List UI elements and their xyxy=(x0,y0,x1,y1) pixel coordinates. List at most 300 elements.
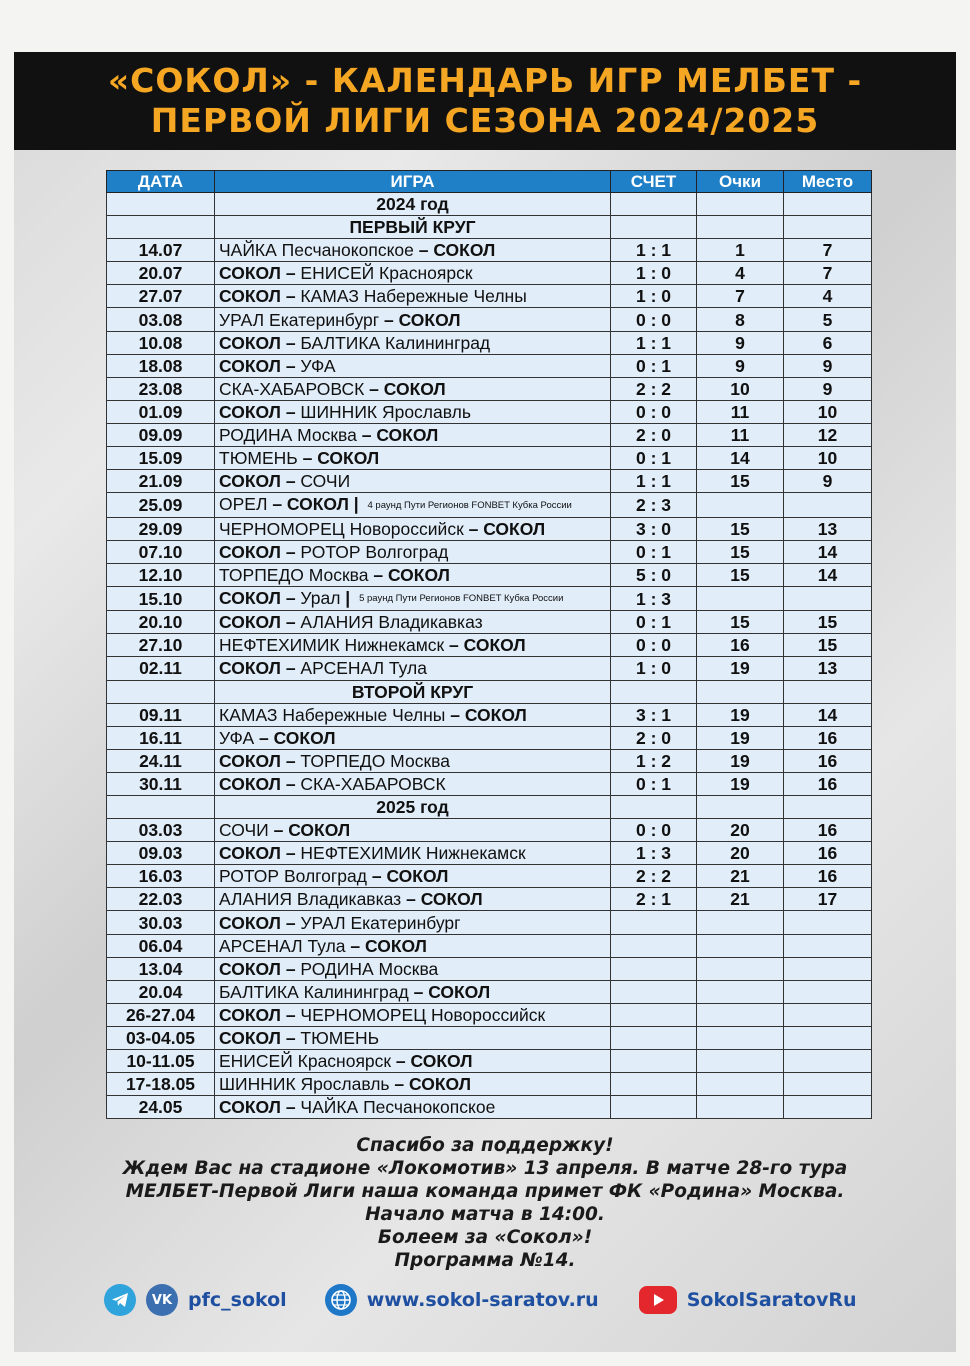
game-cell: СОКОЛ – Урал | 5 раунд Пути Регионов FONBET Кубка России xyxy=(215,586,611,610)
date-cell: 09.09 xyxy=(107,423,215,446)
away-team: СОКОЛ xyxy=(288,820,351,841)
section-row xyxy=(107,216,872,239)
game-cell xyxy=(215,1073,611,1096)
match-separator: – xyxy=(280,658,301,679)
place-cell: 9 xyxy=(784,470,872,493)
points-cell: 19 xyxy=(697,726,784,749)
points-cell: 20 xyxy=(697,819,784,842)
home-team: УФА xyxy=(219,727,255,748)
home-team: СОКОЛ xyxy=(219,658,281,679)
place-cell: 10 xyxy=(784,447,872,470)
table-row xyxy=(107,423,872,446)
score-cell: 1 : 1 xyxy=(611,239,697,262)
home-team: СОКОЛ xyxy=(219,843,281,864)
game-cell xyxy=(215,703,611,726)
table-row xyxy=(107,517,872,540)
score-cell: 0 : 0 xyxy=(611,819,697,842)
points-cell: 4 xyxy=(697,262,784,285)
points-cell xyxy=(697,957,784,980)
date-cell: 02.11 xyxy=(107,657,215,680)
away-team: СОКОЛ xyxy=(383,378,446,399)
date-cell: 14.07 xyxy=(107,239,215,262)
score-cell: 0 : 1 xyxy=(611,447,697,470)
date-cell: 07.10 xyxy=(107,540,215,563)
place-cell: 16 xyxy=(784,772,872,795)
date-cell: 20.10 xyxy=(107,611,215,634)
score-cell: 3 : 0 xyxy=(611,517,697,540)
table-row xyxy=(107,749,872,772)
score-cell xyxy=(611,911,697,934)
column-header-score: СЧЕТ xyxy=(611,171,697,193)
place-cell xyxy=(784,911,872,934)
table-row xyxy=(107,470,872,493)
away-team: РОТОР Волгоград xyxy=(300,541,449,562)
points-cell: 8 xyxy=(697,308,784,331)
table-row xyxy=(107,934,872,957)
home-team: РОДИНА Москва xyxy=(219,424,357,445)
away-team: ТЮМЕНЬ xyxy=(300,1027,380,1048)
date-cell: 18.08 xyxy=(107,354,215,377)
away-team: КАМАЗ Набережные Челны xyxy=(300,286,527,307)
footer-message xyxy=(14,1134,956,1272)
date-cell: 24.11 xyxy=(107,749,215,772)
footer-line: Ждем Вас на стадионе «Локомотив» 13 апреля. В матче 28-го тура xyxy=(122,1158,848,1179)
home-team: БАЛТИКА Калининград xyxy=(219,981,409,1002)
game-cell xyxy=(215,540,611,563)
match-separator: – xyxy=(401,889,421,910)
home-team: СОКОЛ xyxy=(219,286,281,307)
match-separator: – xyxy=(280,587,301,608)
home-team: КАМАЗ Набережные Челны xyxy=(219,704,446,725)
date-cell: 01.09 xyxy=(107,400,215,423)
place-cell xyxy=(784,1096,872,1119)
score-cell: 0 : 1 xyxy=(611,772,697,795)
game-cell xyxy=(215,308,611,331)
table-row xyxy=(107,493,872,517)
home-team: РОТОР Волгоград xyxy=(219,866,367,887)
youtube-icon[interactable] xyxy=(639,1286,677,1314)
away-team: СОКОЛ xyxy=(286,494,349,515)
place-cell: 12 xyxy=(784,423,872,446)
game-cell xyxy=(215,470,611,493)
place-cell: 15 xyxy=(784,611,872,634)
column-header-game: ИГРА xyxy=(215,171,611,193)
score-cell xyxy=(611,1026,697,1049)
points-cell: 10 xyxy=(697,377,784,400)
section-row xyxy=(107,796,872,819)
home-team: СКА-ХАБАРОВСК xyxy=(219,378,365,399)
section-row xyxy=(107,680,872,703)
date-cell: 13.04 xyxy=(107,957,215,980)
table-row xyxy=(107,888,872,911)
table-row xyxy=(107,285,872,308)
date-cell: 23.08 xyxy=(107,377,215,400)
date-cell: 16.11 xyxy=(107,726,215,749)
away-team: ЕНИСЕЙ Красноярск xyxy=(300,263,473,284)
match-separator: – xyxy=(391,1051,411,1072)
score-cell xyxy=(611,934,697,957)
score-cell xyxy=(611,216,697,239)
match-separator: – xyxy=(280,750,301,771)
table-row xyxy=(107,1026,872,1049)
date-cell: 15.10 xyxy=(107,586,215,610)
place-cell: 14 xyxy=(784,563,872,586)
date-cell: 17-18.05 xyxy=(107,1073,215,1096)
place-cell xyxy=(784,1073,872,1096)
match-separator: – xyxy=(368,564,388,585)
score-cell: 2 : 1 xyxy=(611,888,697,911)
date-cell: 12.10 xyxy=(107,563,215,586)
away-team: Урал xyxy=(300,587,341,608)
away-team: ШИННИК Ярославль xyxy=(300,401,471,422)
away-team: СОКОЛ xyxy=(365,935,427,956)
section-label: ПЕРВЫЙ КРУГ xyxy=(215,216,611,239)
date-cell: 03.03 xyxy=(107,819,215,842)
score-cell: 1 : 3 xyxy=(611,586,697,610)
points-cell: 19 xyxy=(697,703,784,726)
game-cell xyxy=(215,634,611,657)
match-separator: – xyxy=(280,1097,301,1118)
section-label: 2025 год xyxy=(215,796,611,819)
date-cell: 15.09 xyxy=(107,447,215,470)
home-team: ЧЕРНОМОРЕЦ Новороссийск xyxy=(219,518,464,539)
place-cell: 17 xyxy=(784,888,872,911)
date-cell: 25.09 xyxy=(107,493,215,517)
footer-line: Болеем за «Сокол»! xyxy=(377,1227,593,1248)
date-cell xyxy=(107,680,215,703)
match-separator: – xyxy=(356,424,377,445)
date-cell: 27.10 xyxy=(107,634,215,657)
program-page xyxy=(14,52,956,1352)
points-cell: 15 xyxy=(697,611,784,634)
home-team: СОКОЛ xyxy=(219,541,281,562)
home-team: СОКОЛ xyxy=(219,332,281,353)
place-cell xyxy=(784,934,872,957)
home-team: ТОРПЕДО Москва xyxy=(219,564,369,585)
points-cell: 1 xyxy=(697,239,784,262)
points-cell: 15 xyxy=(697,563,784,586)
match-separator: – xyxy=(364,378,384,399)
points-cell xyxy=(697,1050,784,1073)
title-banner xyxy=(14,52,956,150)
away-team: ЧЕРНОМОРЕЦ Новороссийск xyxy=(300,1004,546,1025)
score-cell: 3 : 1 xyxy=(611,703,697,726)
table-row xyxy=(107,262,872,285)
away-team: СОКОЛ xyxy=(428,981,491,1002)
game-cell xyxy=(215,377,611,400)
score-cell: 5 : 0 xyxy=(611,563,697,586)
away-team: СОКОЛ xyxy=(464,704,527,725)
away-team: ТОРПЕДО Москва xyxy=(300,750,450,771)
table-row xyxy=(107,563,872,586)
date-cell: 21.09 xyxy=(107,470,215,493)
home-team: АЛАНИЯ Владикавказ xyxy=(219,889,402,910)
points-cell xyxy=(697,680,784,703)
score-cell: 2 : 3 xyxy=(611,493,697,517)
score-cell: 0 : 1 xyxy=(611,354,697,377)
away-team: СОКОЛ xyxy=(386,866,449,887)
date-cell: 09.11 xyxy=(107,703,215,726)
away-team: СКА-ХАБАРОВСК xyxy=(300,773,446,794)
score-cell: 2 : 0 xyxy=(611,726,697,749)
match-separator: – xyxy=(280,612,301,633)
place-cell xyxy=(784,957,872,980)
points-cell xyxy=(697,216,784,239)
table-row xyxy=(107,842,872,865)
globe-icon[interactable] xyxy=(325,1284,357,1316)
home-team: СОКОЛ xyxy=(219,401,281,422)
date-cell xyxy=(107,216,215,239)
score-cell xyxy=(611,1050,697,1073)
away-team: НЕФТЕХИМИК Нижнекамск xyxy=(300,843,526,864)
score-cell xyxy=(611,193,697,216)
home-team: СОКОЛ xyxy=(219,773,281,794)
game-cell xyxy=(215,911,611,934)
place-cell: 9 xyxy=(784,354,872,377)
match-separator: – xyxy=(345,935,365,956)
points-cell: 19 xyxy=(697,749,784,772)
score-cell xyxy=(611,680,697,703)
home-team: СОКОЛ xyxy=(219,612,281,633)
score-cell: 0 : 0 xyxy=(611,308,697,331)
game-cell xyxy=(215,239,611,262)
game-cell xyxy=(215,1026,611,1049)
date-cell xyxy=(107,193,215,216)
match-separator: – xyxy=(280,332,301,353)
away-team: СОКОЛ xyxy=(420,889,483,910)
points-cell xyxy=(697,1096,784,1119)
table-row xyxy=(107,865,872,888)
table-header-row xyxy=(107,171,872,193)
points-cell: 7 xyxy=(697,285,784,308)
game-cell xyxy=(215,772,611,795)
footer-line: МЕЛБЕТ-Первой Лиги наша команда примет ФК «Родина» Москва. xyxy=(125,1181,845,1202)
column-header-place: Место xyxy=(784,171,872,193)
points-cell: 16 xyxy=(697,634,784,657)
section-label: ВТОРОЙ КРУГ xyxy=(215,680,611,703)
title-line-2: ПЕРВОЙ ЛИГИ СЕЗОНА 2024/2025 xyxy=(150,101,820,140)
game-cell xyxy=(215,423,611,446)
table-row xyxy=(107,447,872,470)
place-cell xyxy=(784,1003,872,1026)
match-separator: – xyxy=(254,727,274,748)
away-team: СОКОЛ xyxy=(376,424,439,445)
schedule-body xyxy=(107,193,872,1119)
section-label: 2024 год xyxy=(215,193,611,216)
table-row xyxy=(107,540,872,563)
table-row xyxy=(107,957,872,980)
match-separator: – xyxy=(280,912,301,933)
table-row xyxy=(107,354,872,377)
match-separator: – xyxy=(268,820,289,841)
place-cell xyxy=(784,193,872,216)
match-separator: – xyxy=(445,704,465,725)
score-cell: 1 : 0 xyxy=(611,657,697,680)
table-row xyxy=(107,819,872,842)
game-cell xyxy=(215,447,611,470)
home-team: УРАЛ Екатеринбург xyxy=(219,309,380,330)
match-separator: – xyxy=(280,958,301,979)
match-separator: – xyxy=(280,401,301,422)
score-cell xyxy=(611,1003,697,1026)
game-cell xyxy=(215,563,611,586)
youtube-link[interactable]: SokolSaratovRu xyxy=(686,1289,857,1311)
place-cell xyxy=(784,216,872,239)
score-cell: 1 : 0 xyxy=(611,285,697,308)
away-team: СОКОЛ xyxy=(317,448,380,469)
game-cell xyxy=(215,262,611,285)
place-cell: 14 xyxy=(784,540,872,563)
place-cell xyxy=(784,980,872,1003)
place-cell: 7 xyxy=(784,262,872,285)
away-team: БАЛТИКА Калининград xyxy=(300,332,491,353)
score-cell: 0 : 1 xyxy=(611,540,697,563)
home-team: ЕНИСЕЙ Красноярск xyxy=(219,1051,392,1072)
away-team: СОКОЛ xyxy=(463,635,526,656)
away-team: РОДИНА Москва xyxy=(300,958,439,979)
score-cell xyxy=(611,1096,697,1119)
points-cell xyxy=(697,193,784,216)
table-row xyxy=(107,980,872,1003)
points-cell: 21 xyxy=(697,888,784,911)
points-cell: 14 xyxy=(697,447,784,470)
game-cell xyxy=(215,611,611,634)
place-cell: 10 xyxy=(784,400,872,423)
date-cell: 06.04 xyxy=(107,934,215,957)
place-cell xyxy=(784,1050,872,1073)
date-cell: 30.03 xyxy=(107,911,215,934)
match-separator: – xyxy=(408,981,429,1002)
points-cell xyxy=(697,1073,784,1096)
points-cell: 19 xyxy=(697,657,784,680)
points-cell xyxy=(697,934,784,957)
match-separator: – xyxy=(280,286,301,307)
score-cell: 1 : 1 xyxy=(611,331,697,354)
table-row xyxy=(107,911,872,934)
score-cell: 0 : 0 xyxy=(611,400,697,423)
match-separator: – xyxy=(280,1027,301,1048)
points-cell: 15 xyxy=(697,470,784,493)
table-row xyxy=(107,400,872,423)
game-cell xyxy=(215,1050,611,1073)
score-cell: 2 : 2 xyxy=(611,377,697,400)
score-cell xyxy=(611,796,697,819)
away-team: АЛАНИЯ Владикавказ xyxy=(300,612,483,633)
date-cell: 22.03 xyxy=(107,888,215,911)
points-cell: 9 xyxy=(697,331,784,354)
place-cell: 9 xyxy=(784,377,872,400)
date-cell: 24.05 xyxy=(107,1096,215,1119)
section-row xyxy=(107,193,872,216)
place-cell: 6 xyxy=(784,331,872,354)
game-cell xyxy=(215,749,611,772)
points-cell xyxy=(697,980,784,1003)
points-cell: 11 xyxy=(697,400,784,423)
place-cell: 7 xyxy=(784,239,872,262)
match-separator: – xyxy=(297,448,318,469)
away-team: СОКОЛ xyxy=(409,1074,471,1095)
date-cell: 03-04.05 xyxy=(107,1026,215,1049)
date-cell: 29.09 xyxy=(107,517,215,540)
points-cell: 15 xyxy=(697,540,784,563)
schedule-table xyxy=(106,170,872,1119)
away-team: СОЧИ xyxy=(300,471,351,492)
date-cell: 16.03 xyxy=(107,865,215,888)
match-separator: – xyxy=(389,1074,410,1095)
place-cell xyxy=(784,586,872,610)
vk-icon[interactable]: VK xyxy=(146,1284,178,1316)
table-row xyxy=(107,1003,872,1026)
place-cell: 16 xyxy=(784,819,872,842)
home-team: СОКОЛ xyxy=(219,355,281,376)
date-cell: 30.11 xyxy=(107,772,215,795)
score-cell: 1 : 0 xyxy=(611,262,697,285)
game-cell xyxy=(215,517,611,540)
away-team: УРАЛ Екатеринбург xyxy=(300,912,461,933)
points-cell: 19 xyxy=(697,772,784,795)
match-separator: – xyxy=(280,541,301,562)
table-row xyxy=(107,1073,872,1096)
telegram-icon[interactable] xyxy=(104,1284,136,1316)
home-team: СОКОЛ xyxy=(219,1004,281,1025)
home-team: СОКОЛ xyxy=(219,750,281,771)
table-row xyxy=(107,634,872,657)
date-cell: 03.08 xyxy=(107,308,215,331)
away-team: ЧАЙКА Песчанокопское xyxy=(300,1097,496,1118)
home-team: СОКОЛ xyxy=(219,471,281,492)
column-header-date: ДАТА xyxy=(107,171,215,193)
place-cell xyxy=(784,796,872,819)
home-team: ТЮМЕНЬ xyxy=(219,448,298,469)
away-team: СОКОЛ xyxy=(387,564,450,585)
table-row xyxy=(107,1050,872,1073)
match-separator: – xyxy=(366,866,387,887)
home-team: СОКОЛ xyxy=(219,1097,281,1118)
points-cell xyxy=(697,1026,784,1049)
footer-line: Спасибо за поддержку! xyxy=(356,1135,614,1156)
home-team: СОКОЛ xyxy=(219,912,281,933)
away-team: АРСЕНАЛ Тула xyxy=(300,658,427,679)
game-cell xyxy=(215,285,611,308)
date-cell: 10-11.05 xyxy=(107,1050,215,1073)
points-cell: 21 xyxy=(697,865,784,888)
away-team: СОКОЛ xyxy=(410,1051,473,1072)
place-cell: 14 xyxy=(784,703,872,726)
website-link[interactable]: www.sokol-saratov.ru xyxy=(366,1289,599,1311)
match-separator: – xyxy=(280,773,301,794)
points-cell: 11 xyxy=(697,423,784,446)
home-team: ШИННИК Ярославль xyxy=(219,1074,390,1095)
date-cell: 09.03 xyxy=(107,842,215,865)
place-cell: 5 xyxy=(784,308,872,331)
date-cell: 27.07 xyxy=(107,285,215,308)
game-cell xyxy=(215,865,611,888)
place-cell: 4 xyxy=(784,285,872,308)
match-separator: – xyxy=(280,355,301,376)
match-separator: – xyxy=(379,309,399,330)
home-team: АРСЕНАЛ Тула xyxy=(219,935,346,956)
game-cell xyxy=(215,934,611,957)
points-cell xyxy=(697,796,784,819)
match-separator: – xyxy=(444,635,464,656)
date-cell: 26-27.04 xyxy=(107,1003,215,1026)
table-row xyxy=(107,703,872,726)
social-handle-link[interactable]: pfc_sokol xyxy=(188,1289,287,1311)
place-cell: 16 xyxy=(784,749,872,772)
place-cell: 16 xyxy=(784,726,872,749)
points-cell: 9 xyxy=(697,354,784,377)
score-cell: 0 : 1 xyxy=(611,611,697,634)
